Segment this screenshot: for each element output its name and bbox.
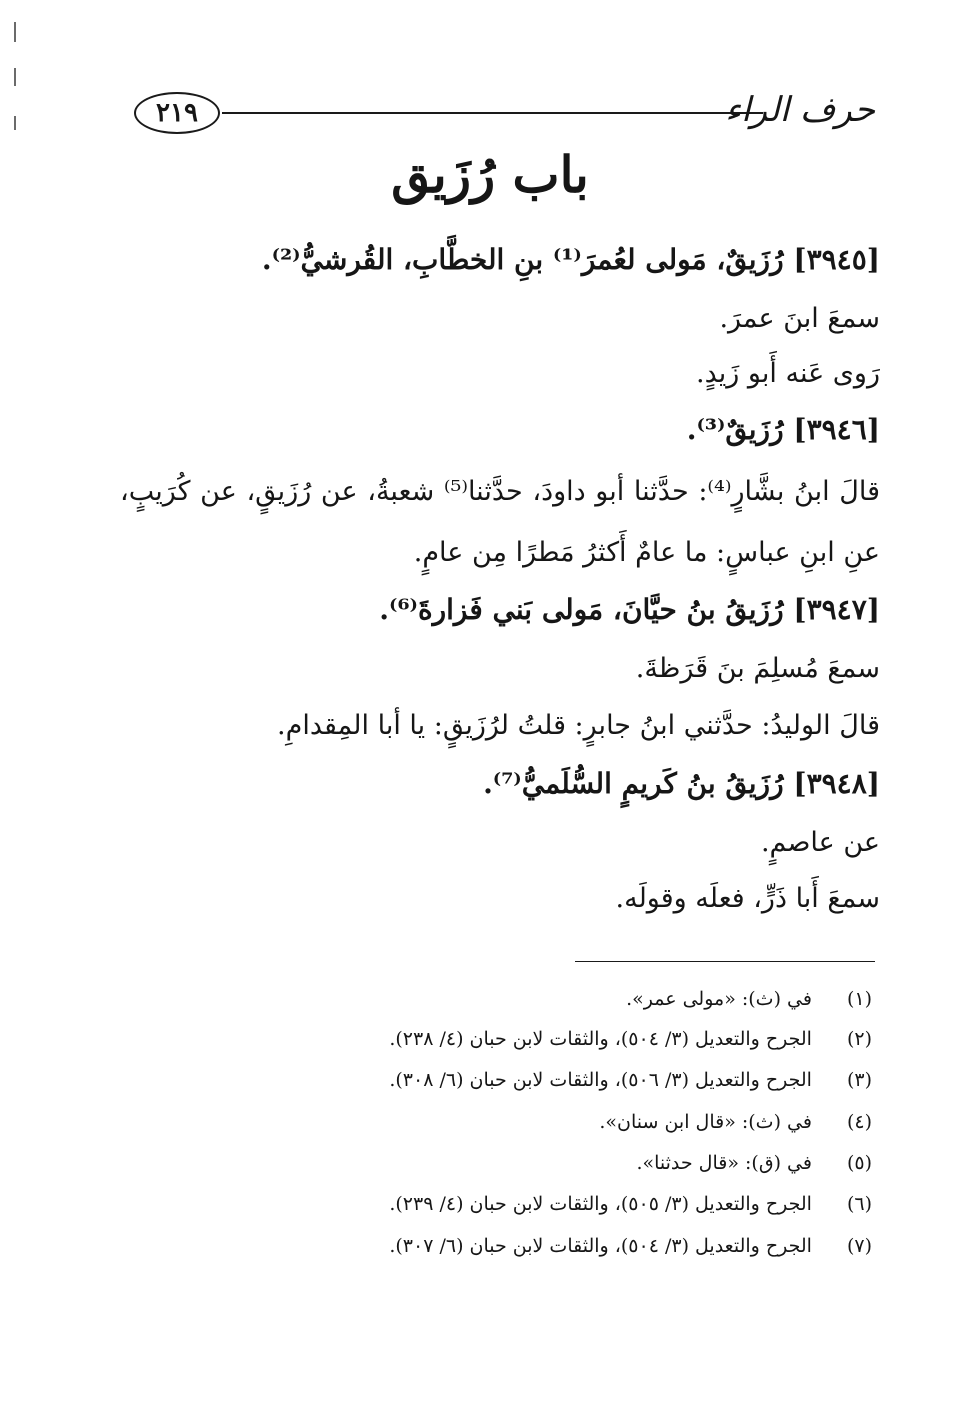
footnote-number: (٤) bbox=[846, 1111, 872, 1133]
footnote-number: (٢) bbox=[846, 1028, 872, 1050]
text-line: سمعَ مُسلِمَ بنَ قَرَظةَ. bbox=[635, 653, 880, 684]
footnote-text: الجرح والتعديل (٣/ ٥٠٦)، والثقات لابن حبان (٦/ ٣٠٨). bbox=[389, 1069, 812, 1091]
page-number: ٢١٩ bbox=[134, 92, 220, 134]
chapter-title: باب رُزَيق bbox=[391, 145, 589, 204]
footnote-text: الجرح والتعديل (٣/ ٥٠٥)، والثقات لابن حبان (٤/ ٢٣٩). bbox=[389, 1193, 812, 1215]
entry-heading-3948: [٣٩٤٨] رُزَيقُ بنُ كَريمٍ السُّلَميُّ⁽⁷⁾. bbox=[483, 767, 880, 800]
running-head: حرف الراء bbox=[725, 90, 875, 130]
text-line: عنِ ابنِ عباسٍ: ما عامٌ أَكثرُ مَطرًا مِن عامٍ. bbox=[413, 537, 880, 568]
footnote-separator bbox=[575, 961, 875, 962]
footnote-number: (١) bbox=[846, 988, 872, 1010]
text-line: سمعَ ابنَ عمرَ. bbox=[719, 303, 880, 334]
footnote-7 bbox=[389, 1232, 872, 1260]
text-line: قالَ الوليدُ: حدَّثني ابنُ جابرٍ: قلتُ لرُزَيقٍ: يا أبا المِقدامِ. bbox=[277, 710, 880, 741]
footnote-text: الجرح والتعديل (٣/ ٥٠٤)، والثقات لابن حبان (٤/ ٢٣٨). bbox=[389, 1028, 812, 1050]
footnote-number: (٦) bbox=[846, 1193, 872, 1215]
entry-heading-3946: [٣٩٤٦] رُزَيقٌ⁽³⁾. bbox=[686, 413, 880, 446]
text-line: عن عاصمٍ. bbox=[760, 827, 880, 858]
header-rule bbox=[222, 112, 763, 114]
footnote-6 bbox=[389, 1190, 872, 1218]
footnote-text: في (ث): «قال ابن سنان». bbox=[599, 1111, 812, 1133]
text-line: رَوى عَنه أَبو زَيدٍ. bbox=[696, 358, 880, 389]
footnote-number: (٧) bbox=[846, 1235, 872, 1257]
entry-heading-3947: [٣٩٤٧] رُزَيقُ بنُ حيَّانَ، مَولى بَني فَزارةَ⁽⁶⁾. bbox=[379, 593, 880, 626]
footnote-2 bbox=[389, 1025, 872, 1053]
scan-edge-mark bbox=[14, 116, 16, 130]
footnote-number: (٣) bbox=[846, 1069, 872, 1091]
entry-heading-3945: [٣٩٤٥] رُزَيقٌ، مَولى لعُمرَ⁽¹⁾ بنِ الخطَّابِ، القُرشيُّ⁽²⁾. bbox=[261, 243, 880, 276]
text-line: سمعَ أَبا ذَرٍّ، فعلَه وقولَه. bbox=[615, 883, 880, 914]
footnote-text: في (ث): «مولى عمر». bbox=[626, 988, 812, 1010]
scan-edge-mark bbox=[14, 68, 16, 86]
text-line: قالَ ابنُ بشَّارٍ⁽⁴⁾: حدَّثنا أبو داودَ، حدَّثنا⁽⁵⁾ شعبةُ، عن رُزَيقٍ، عن كُرَيبٍ، bbox=[120, 476, 880, 507]
footnote-number: (٥) bbox=[846, 1152, 872, 1174]
page-header bbox=[130, 90, 875, 138]
footnote-text: الجرح والتعديل (٣/ ٥٠٤)، والثقات لابن حبان (٦/ ٣٠٧). bbox=[389, 1235, 812, 1257]
footnote-5 bbox=[636, 1149, 872, 1177]
footnote-4 bbox=[599, 1108, 872, 1136]
scan-edge-mark bbox=[14, 22, 16, 42]
footnote-3 bbox=[389, 1066, 872, 1094]
footnote-text: في (ق): «قال حدثنا». bbox=[636, 1152, 812, 1174]
footnote-1 bbox=[626, 985, 872, 1013]
